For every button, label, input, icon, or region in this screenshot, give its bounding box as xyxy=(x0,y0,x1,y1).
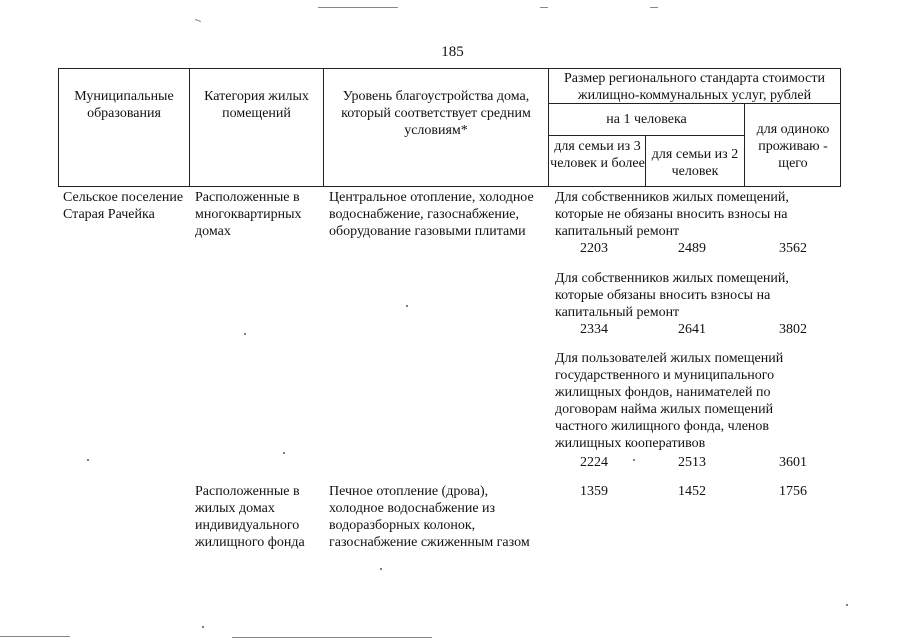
scan-artifact-line xyxy=(650,7,658,8)
subheader-divider xyxy=(548,135,744,136)
cell-amenity-central: Центральное отопление, холодное водоснабжение, газоснабжение, оборудование газовыми плитами xyxy=(329,190,534,239)
scan-speck xyxy=(244,333,246,335)
value-family-3-plus: 2224 xyxy=(580,455,608,470)
value-family-2: 2513 xyxy=(678,455,706,470)
scan-artifact-line xyxy=(0,636,70,637)
cell-municipality: Сельское поселение Старая Рачейка xyxy=(63,190,184,222)
scan-artifact-line xyxy=(232,637,432,638)
page-number: 185 xyxy=(441,44,464,60)
scan-speck xyxy=(283,452,285,454)
cell-category-individual: Расположенные в жилых домах индивидуального жилищного фонда xyxy=(195,484,305,550)
value-single: 3562 xyxy=(779,241,807,256)
column-divider xyxy=(189,68,190,187)
header-bottom-border xyxy=(58,186,840,187)
scan-speck xyxy=(633,459,635,461)
table-left-border xyxy=(58,68,59,187)
cell-category-apartment: Расположенные в многоквартирных домах xyxy=(195,190,302,239)
value-family-2: 2489 xyxy=(678,241,706,256)
table-right-border xyxy=(840,68,841,187)
header-amenity-level: Уровень благоустройства дома, который соответствует средним условиям* xyxy=(341,89,531,138)
scan-speck xyxy=(406,305,408,307)
header-municipality: Муниципальные образования xyxy=(74,89,174,121)
value-family-2: 1452 xyxy=(678,484,706,499)
scan-speck xyxy=(846,604,848,606)
header-family-3-plus: для семьи из 3 человек и более xyxy=(550,139,645,171)
header-single: для одиноко проживаю - щего xyxy=(756,122,830,171)
value-single: 3802 xyxy=(779,322,807,337)
value-family-3-plus: 2334 xyxy=(580,322,608,337)
value-family-2: 2641 xyxy=(678,322,706,337)
cell-amenity-stove: Печное отопление (дрова), холодное водоснабжение из водоразборных колонок, газоснабжение сжиженным газом xyxy=(329,484,530,550)
scan-artifact-line xyxy=(318,7,398,8)
scan-artifact-mark xyxy=(195,19,201,22)
value-single: 3601 xyxy=(779,455,807,470)
value-single: 1756 xyxy=(779,484,807,499)
value-family-3-plus: 1359 xyxy=(580,484,608,499)
value-family-3-plus: 2203 xyxy=(580,241,608,256)
header-family-2: для семьи из 2 человек xyxy=(651,147,739,179)
header-standard-size: Размер регионального стандарта стоимости жилищно-коммунальных услуг, рублей xyxy=(564,71,825,103)
header-category: Категория жилых помещений xyxy=(204,89,309,121)
group-title-state-fund-users: Для пользователей жилых помещений государственного и муниципального жилищных фондов, нанимателей по договорам найма жилых помещений частного жилищного фонда, членов жилищных кооперативов xyxy=(555,351,784,451)
scan-speck xyxy=(202,626,204,628)
header-per-person: на 1 человека xyxy=(606,112,687,127)
scan-speck xyxy=(87,459,89,461)
table-top-border xyxy=(58,68,840,69)
scan-artifact-line xyxy=(540,7,548,8)
group-title-no-capital-repair: Для собственников жилых помещений, которые не обязаны вносить взносы на капитальный ремонт xyxy=(555,190,789,239)
column-divider xyxy=(744,103,745,187)
scan-speck xyxy=(380,568,382,570)
group-title-capital-repair: Для собственников жилых помещений, которые обязаны вносить взносы на капитальный ремонт xyxy=(555,271,789,320)
